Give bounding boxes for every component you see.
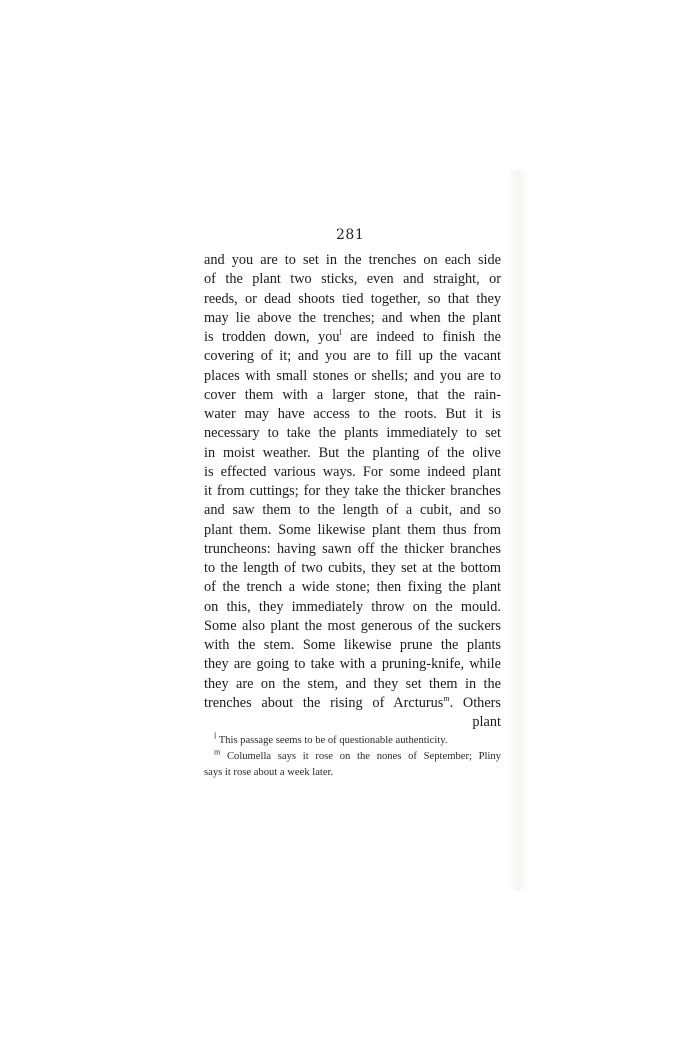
text-line: and you are to set in the trenches on each side xyxy=(204,252,501,268)
text-line: necessary to take the plants immediately to set xyxy=(204,425,501,442)
text-line: they are on the stem, and they set them in the xyxy=(204,675,501,692)
text-line: truncheons: having sawn off the thicker branches xyxy=(204,540,501,557)
text-line: they are going to take with a pruning-knife, while xyxy=(204,656,501,673)
footnote-text: Columella says it rose on the nones of September; Pliny xyxy=(220,751,501,762)
text-line: may lie above the trenches; and when the plant xyxy=(204,309,501,326)
text-segment: trenches about the rising of Arcturus xyxy=(204,694,444,711)
footnote-mark-m: m xyxy=(214,747,221,757)
text-line: cover them with a larger stone, that the rain- xyxy=(204,386,501,403)
text-segment: are indeed to finish the xyxy=(341,329,501,345)
text-line: reeds, or dead shoots tied together, so that they xyxy=(204,290,501,307)
page-shadow xyxy=(508,170,528,890)
text-line: plant them. Some likewise plant them thus from xyxy=(204,521,501,538)
text-line: covering of it; and you are to fill up the vacant xyxy=(204,348,501,365)
footnote-ref-l: l xyxy=(339,328,342,338)
text-line: of the plant two sticks, even and straight, or xyxy=(204,271,501,288)
text-line: of the trench a wide stone; then fixing the plant xyxy=(204,579,501,596)
footnote-m-continued: says it rose about a week later. xyxy=(204,767,334,778)
text-line: to the length of two cubits, they set at the bottom xyxy=(204,560,501,576)
text-line: in moist weather. But the planting of the olive xyxy=(204,444,501,461)
body-text xyxy=(204,251,501,732)
footnote-l xyxy=(204,733,501,749)
footnotes xyxy=(204,733,501,781)
page-number: 281 xyxy=(336,227,365,243)
footnote-m xyxy=(204,749,501,765)
catchword: plant xyxy=(472,714,501,730)
text-line: places with small stones or shells; and you are to xyxy=(204,367,501,384)
text-segment: is trodden down, you xyxy=(204,329,340,345)
text-line xyxy=(204,328,501,347)
text-line: and saw them to the length of a cubit, and so xyxy=(204,502,501,519)
text-line: with the stem. Some likewise prune the plants xyxy=(204,637,501,653)
text-line: water may have access to the roots. But it is xyxy=(204,406,501,422)
text-segment: . Others xyxy=(449,694,502,711)
text-line: on this, they immediately throw on the mould. xyxy=(204,598,501,615)
text-line: is effected various ways. For some indeed plant xyxy=(204,463,501,480)
footnote-text: This passage seems to be of questionable authenticity. xyxy=(216,735,448,746)
text-line: it from cuttings; for they take the thicker branches xyxy=(204,483,501,499)
footnote-mark-l: l xyxy=(214,731,217,741)
text-line xyxy=(204,694,501,713)
footnote-ref-m: m xyxy=(443,693,450,703)
text-line: Some also plant the most generous of the suckers xyxy=(204,617,501,634)
